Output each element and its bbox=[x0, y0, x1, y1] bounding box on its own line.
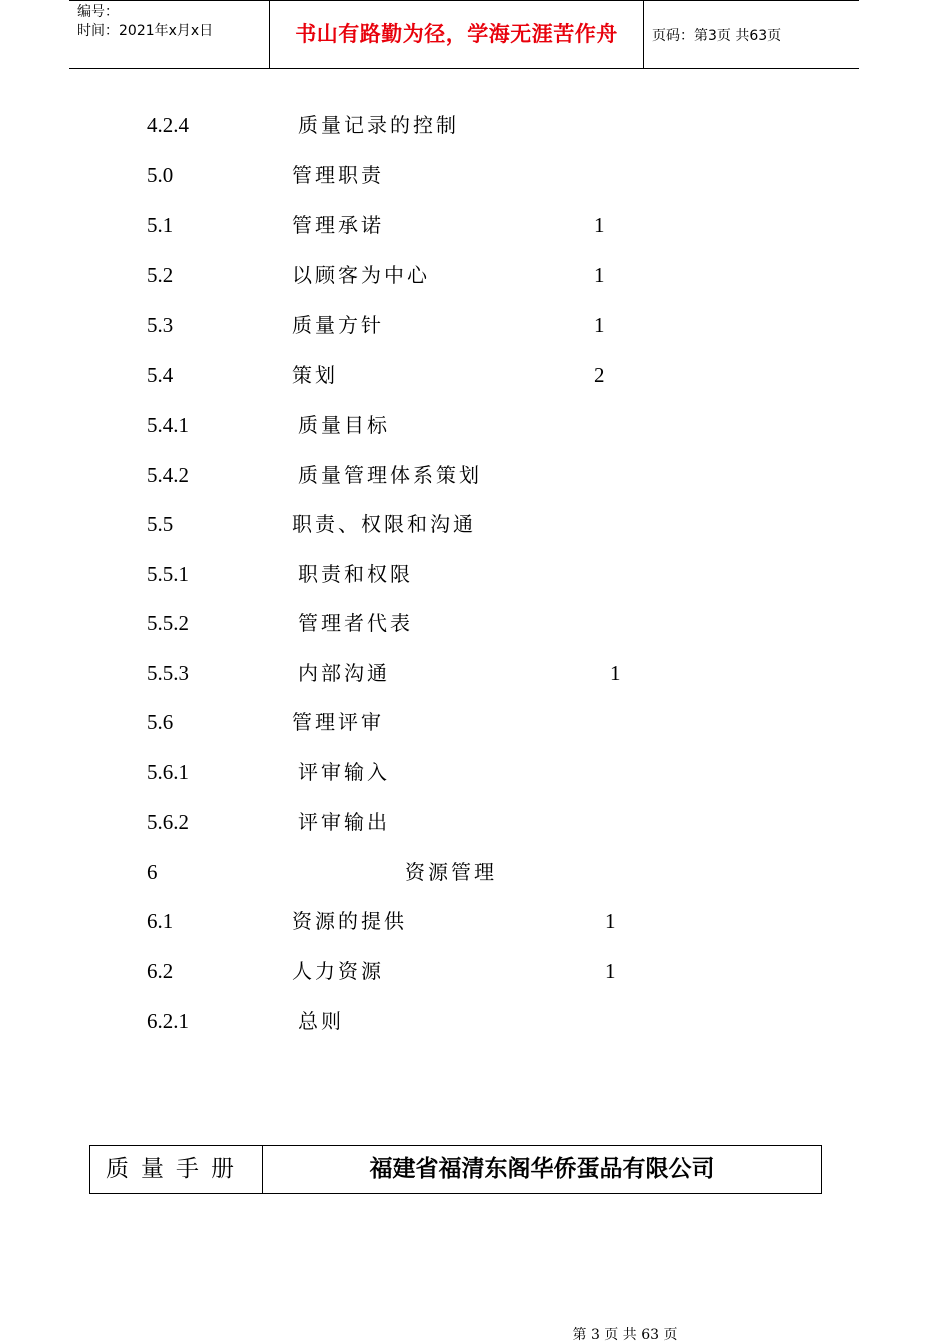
page-number-footer bbox=[0, 1324, 950, 1344]
toc-row bbox=[0, 410, 950, 440]
serial-label: 编号： bbox=[77, 4, 119, 20]
toc-page: 1 bbox=[594, 313, 605, 337]
toc-number: 5.4 bbox=[147, 363, 174, 387]
toc-row bbox=[0, 160, 950, 190]
header-left-cell bbox=[69, 0, 269, 68]
toc-page: 1 bbox=[605, 959, 616, 983]
toc-title: 评审输出 bbox=[298, 810, 390, 834]
toc-row bbox=[0, 310, 950, 340]
toc-number: 5.0 bbox=[147, 163, 174, 187]
toc-number: 5.6.1 bbox=[147, 760, 189, 784]
toc-title: 人力资源 bbox=[292, 959, 384, 983]
toc-number: 5.6.2 bbox=[147, 810, 189, 834]
header-divider bbox=[643, 0, 644, 68]
toc-number: 5.5.1 bbox=[147, 562, 189, 586]
page-number-text: 第 3 页 共 63 页 bbox=[572, 1327, 678, 1343]
header-motto: 书山有路勤为径，学海无涯苦作舟 bbox=[295, 21, 618, 46]
toc-number: 6.1 bbox=[147, 909, 174, 933]
toc-number: 6 bbox=[147, 860, 158, 884]
toc-title: 内部沟通 bbox=[298, 661, 390, 685]
toc-title: 质量记录的控制 bbox=[298, 113, 459, 137]
toc-row bbox=[0, 460, 950, 490]
toc-number: 5.6 bbox=[147, 710, 174, 734]
time-label: 时间：2021年x月x日 bbox=[77, 23, 214, 39]
toc-row bbox=[0, 658, 950, 688]
toc-row bbox=[0, 1006, 950, 1036]
toc-row bbox=[0, 807, 950, 837]
toc-number: 5.4.1 bbox=[147, 413, 189, 437]
toc-number: 5.5.2 bbox=[147, 611, 189, 635]
toc-row bbox=[0, 110, 950, 140]
toc-title: 资源管理 bbox=[405, 860, 497, 884]
manual-footer-box bbox=[89, 1145, 822, 1194]
toc-title: 质量方针 bbox=[292, 313, 384, 337]
toc-title: 管理者代表 bbox=[298, 611, 413, 635]
toc-row bbox=[0, 608, 950, 638]
page-header bbox=[69, 0, 859, 69]
toc-page: 1 bbox=[605, 909, 616, 933]
toc-number: 5.4.2 bbox=[147, 463, 189, 487]
toc-row bbox=[0, 906, 950, 936]
header-page-info: 页码：第3页 共63页 bbox=[652, 28, 782, 44]
toc-number: 5.2 bbox=[147, 263, 174, 287]
toc-title: 管理评审 bbox=[292, 710, 384, 734]
toc-title: 资源的提供 bbox=[292, 909, 407, 933]
toc-row bbox=[0, 956, 950, 986]
manual-label: 质量手册 bbox=[106, 1156, 246, 1182]
toc-row bbox=[0, 260, 950, 290]
toc-title: 职责和权限 bbox=[298, 562, 413, 586]
toc-number: 6.2 bbox=[147, 959, 174, 983]
toc-title: 职责、权限和沟通 bbox=[292, 512, 476, 536]
toc-page: 2 bbox=[594, 363, 605, 387]
toc-row bbox=[0, 559, 950, 589]
toc-title: 质量目标 bbox=[298, 413, 390, 437]
toc-row bbox=[0, 857, 950, 887]
toc-number: 6.2.1 bbox=[147, 1009, 189, 1033]
toc-page: 1 bbox=[594, 213, 605, 237]
toc-title: 总则 bbox=[298, 1009, 344, 1033]
toc-page: 1 bbox=[594, 263, 605, 287]
toc-row bbox=[0, 707, 950, 737]
company-name: 福建省福清东阁华侨蛋品有限公司 bbox=[369, 1156, 715, 1182]
toc-title: 以顾客为中心 bbox=[292, 263, 430, 287]
toc-row bbox=[0, 757, 950, 787]
toc-number: 5.1 bbox=[147, 213, 174, 237]
toc-number: 5.3 bbox=[147, 313, 174, 337]
toc-page: 1 bbox=[610, 661, 621, 685]
toc-row bbox=[0, 360, 950, 390]
toc-number: 4.2.4 bbox=[147, 113, 189, 137]
toc-number: 5.5.3 bbox=[147, 661, 189, 685]
toc-title: 管理职责 bbox=[292, 163, 384, 187]
toc-title: 质量管理体系策划 bbox=[298, 463, 482, 487]
toc-number: 5.5 bbox=[147, 512, 174, 536]
toc-title: 管理承诺 bbox=[292, 213, 384, 237]
toc-title: 评审输入 bbox=[298, 760, 390, 784]
toc-row bbox=[0, 509, 950, 539]
toc-row bbox=[0, 210, 950, 240]
toc-title: 策划 bbox=[292, 363, 338, 387]
